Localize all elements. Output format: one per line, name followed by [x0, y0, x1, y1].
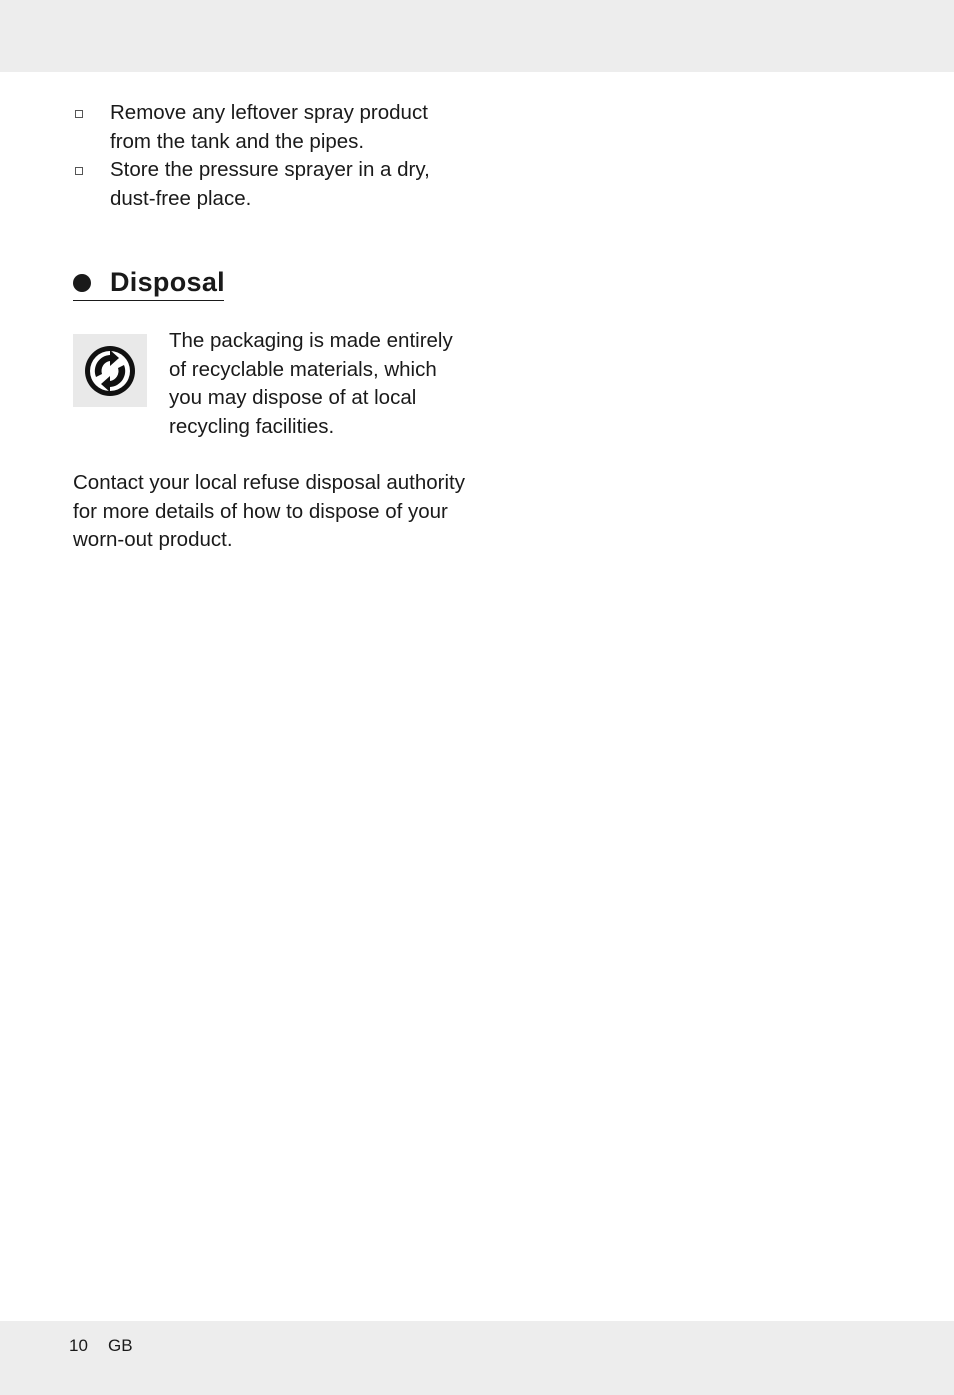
- section-heading-disposal: [73, 264, 224, 301]
- language-code: GB: [108, 1336, 133, 1355]
- bullet-dot-icon: [73, 274, 91, 292]
- list-item-text: Remove any leftover spray product from the tank and the pipes.: [110, 101, 428, 153]
- checkbox-bullet-icon: [75, 110, 83, 118]
- instruction-list: [73, 99, 473, 213]
- checkbox-bullet-icon: [75, 167, 83, 175]
- contact-paragraph: Contact your local refuse disposal authority for more details of how to dispose of your worn-out product.: [73, 471, 465, 551]
- list-item: [73, 99, 473, 156]
- section-title: Disposal: [110, 267, 225, 297]
- page-number: 10: [69, 1336, 88, 1355]
- green-dot-recycle-icon: [83, 344, 137, 398]
- list-item: [73, 156, 473, 213]
- header-band: [0, 0, 954, 72]
- footer-band: [0, 1321, 954, 1395]
- list-item-text: Store the pressure sprayer in a dry, dust-free place.: [110, 158, 430, 210]
- packaging-paragraph: The packaging is made entirely of recyclable materials, which you may dispose of at local recycling facilities.: [169, 329, 453, 438]
- recycle-icon: [73, 334, 147, 407]
